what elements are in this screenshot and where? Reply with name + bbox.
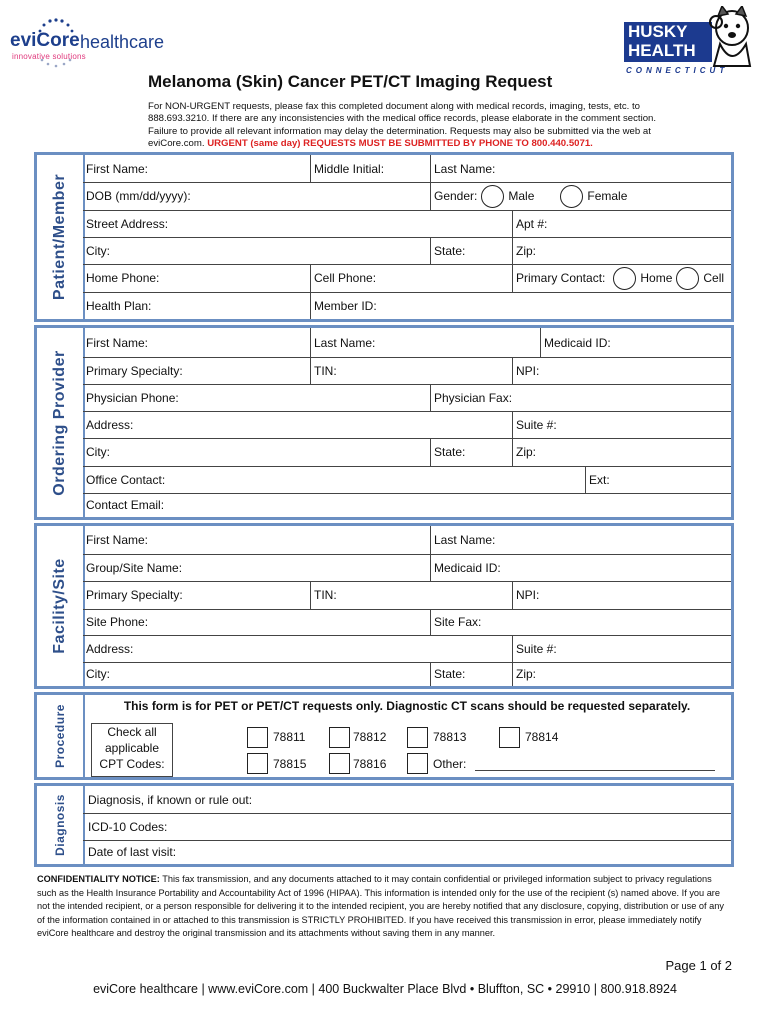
patient-zip-field[interactable]: Zip: — [512, 237, 731, 264]
patient-middle-initial-field[interactable]: Middle Initial: — [310, 155, 430, 182]
patient-apt-field[interactable]: Apt #: — [512, 210, 731, 237]
facility-fax-field[interactable]: Site Fax: — [430, 609, 731, 635]
urgent-notice: URGENT (same day) REQUESTS MUST BE SUBMITTED BY PHONE TO 800.440.5071. — [207, 138, 593, 150]
provider-tin-field[interactable]: TIN: — [310, 357, 512, 384]
provider-office-contact-field[interactable]: Office Contact: — [86, 472, 166, 487]
healthcare-wordmark: healthcare — [80, 32, 165, 52]
facility-suite-field[interactable]: Suite #: — [512, 635, 731, 662]
contact-home-radio[interactable] — [613, 267, 636, 290]
intro-text: For NON-URGENT requests, please fax this completed document along with medical records, imaging, tests, etc. to 888.693.3210. If there are any inconsistencies with the medical office records, please elaborate in the comment section. Failure to provide all relevant information may delay the determination. Requests may also be submitted via the web at eviCore.com. URGENT (same day) REQUESTS MUST BE SUBMITTED BY PHONE TO 800.440.5071. — [148, 101, 657, 150]
provider-address-field[interactable]: Address: — [86, 417, 134, 432]
gender-male-radio[interactable] — [481, 185, 504, 208]
facility-city-field[interactable]: City: — [86, 667, 110, 681]
cpt-78813-label: 78813 — [433, 730, 467, 744]
patient-street-field[interactable]: Street Address: — [86, 216, 169, 231]
cpt-78816-label: 78816 — [353, 757, 387, 771]
patient-first-name-field[interactable]: First Name: — [86, 161, 149, 176]
last-visit-field[interactable]: Date of last visit: — [88, 845, 177, 859]
facility-state-field[interactable]: State: — [430, 662, 512, 686]
patient-health-plan-field[interactable]: Health Plan: — [86, 298, 152, 313]
section-label-facility: Facility/Site — [37, 526, 85, 686]
husky-connecticut: CONNECTICUT — [626, 66, 729, 75]
facility-npi-field[interactable]: NPI: — [512, 581, 731, 609]
primary-contact-group: Primary Contact: Home Cell — [512, 264, 731, 292]
procedure-section — [34, 692, 734, 780]
facility-address-field[interactable]: Address: — [86, 641, 134, 656]
procedure-notice: This form is for PET or PET/CT requests only. Diagnostic CT scans should be requested separately. — [123, 699, 691, 713]
facility-medicaid-id-field[interactable]: Medicaid ID: — [430, 554, 731, 581]
page-title: Melanoma (Skin) Cancer PET/CT Imaging Request — [148, 72, 553, 91]
patient-dob-field[interactable]: DOB (mm/dd/yyyy): — [86, 189, 191, 203]
patient-gender-group: Gender: Male Female — [430, 182, 731, 210]
diagnosis-section — [34, 783, 734, 867]
cpt-other-input[interactable] — [475, 770, 715, 771]
provider-fax-field[interactable]: Physician Fax: — [430, 384, 731, 411]
section-label-diagnosis: Diagnosis — [37, 786, 85, 864]
provider-ext-field[interactable]: Ext: — [585, 466, 731, 493]
patient-state-field[interactable]: State: — [430, 237, 512, 264]
cpt-78812-checkbox[interactable] — [329, 727, 350, 748]
provider-suite-field[interactable]: Suite #: — [512, 411, 731, 438]
provider-zip-field[interactable]: Zip: — [512, 438, 731, 466]
facility-group-site-field[interactable]: Group/Site Name: — [86, 560, 183, 575]
confidentiality-notice: CONFIDENTIALITY NOTICE: This fax transmission, and any documents attached to it may contain confidential or privileged information subject to privacy regulations such as the Health Insurance Portability and Accountability Act of 1996 (HIPAA). This information is intended only for the use of the recipient (s) named above. If you are not the intended recipient, or a person responsible for delivering it to the intended recipient, you are hereby notified that any disclosure, copying, distribution or use of any of the information contained in or attached to this transmission is STRICTLY PROHIBITED. If you have received this transmission in error, please immediately notify eviCore healthcare and destroy the original transmission and its attachments without saving them in any manner. — [37, 874, 724, 939]
facility-specialty-field[interactable]: Primary Specialty: — [86, 588, 183, 602]
patient-member-id-field[interactable]: Member ID: — [310, 292, 731, 319]
provider-city-field[interactable]: City: — [86, 445, 110, 459]
cpt-78815-label: 78815 — [273, 757, 307, 771]
cpt-78816-checkbox[interactable] — [329, 753, 350, 774]
husky-dog-icon — [706, 6, 758, 68]
cpt-other-label: Other: — [433, 757, 467, 771]
facility-last-name-field[interactable]: Last Name: — [430, 526, 731, 554]
cpt-78812-label: 78812 — [353, 730, 387, 744]
cpt-78814-label: 78814 — [525, 730, 559, 744]
patient-last-name-field[interactable]: Last Name: — [430, 155, 731, 182]
cpt-other-checkbox[interactable] — [407, 753, 428, 774]
evicore-logo — [6, 10, 165, 65]
husky-wordmark: HUSKY HEALTH — [624, 22, 712, 62]
diagnosis-field[interactable]: Diagnosis, if known or rule out: — [88, 792, 253, 807]
gender-female-radio[interactable] — [560, 185, 583, 208]
icd10-field[interactable]: ICD-10 Codes: — [88, 819, 168, 834]
cpt-78811-checkbox[interactable] — [247, 727, 268, 748]
cpt-codes-label: Check all applicable CPT Codes: — [91, 723, 173, 777]
evicore-wordmark: eviCore — [10, 30, 80, 51]
patient-city-field[interactable]: City: — [86, 243, 110, 258]
page-number: Page 1 of 2 — [665, 958, 732, 973]
provider-first-name-field[interactable]: First Name: — [86, 335, 149, 350]
brand-tagline: innovative solutions — [12, 52, 86, 61]
cpt-78813-checkbox[interactable] — [407, 727, 428, 748]
patient-home-phone-field[interactable]: Home Phone: — [86, 271, 160, 285]
ordering-provider-section — [34, 325, 734, 520]
section-label-procedure: Procedure — [37, 695, 85, 777]
cpt-78811-label: 78811 — [273, 730, 306, 744]
section-label-patient: Patient/Member — [37, 155, 85, 319]
provider-last-name-field[interactable]: Last Name: — [310, 328, 540, 357]
cpt-78814-checkbox[interactable] — [499, 727, 520, 748]
provider-email-field[interactable]: Contact Email: — [86, 498, 165, 512]
cpt-78815-checkbox[interactable] — [247, 753, 268, 774]
husky-health-logo — [624, 6, 756, 76]
provider-npi-field[interactable]: NPI: — [512, 357, 731, 384]
section-label-provider: Ordering Provider — [37, 328, 85, 517]
patient-member-section — [34, 152, 734, 322]
page-footer: eviCore healthcare | www.eviCore.com | 400 Buckwalter Place Blvd • Bluffton, SC • 29910 | 800.918.8924 — [93, 982, 677, 996]
provider-state-field[interactable]: State: — [430, 438, 512, 466]
provider-specialty-field[interactable]: Primary Specialty: — [86, 363, 183, 378]
facility-site-section — [34, 523, 734, 689]
facility-tin-field[interactable]: TIN: — [310, 581, 512, 609]
facility-zip-field[interactable]: Zip: — [512, 662, 731, 686]
contact-cell-radio[interactable] — [676, 267, 699, 290]
facility-first-name-field[interactable]: First Name: — [86, 533, 149, 547]
patient-cell-phone-field[interactable]: Cell Phone: — [310, 264, 512, 292]
provider-phone-field[interactable]: Physician Phone: — [86, 390, 179, 405]
provider-medicaid-id-field[interactable]: Medicaid ID: — [540, 328, 731, 357]
facility-phone-field[interactable]: Site Phone: — [86, 615, 149, 629]
